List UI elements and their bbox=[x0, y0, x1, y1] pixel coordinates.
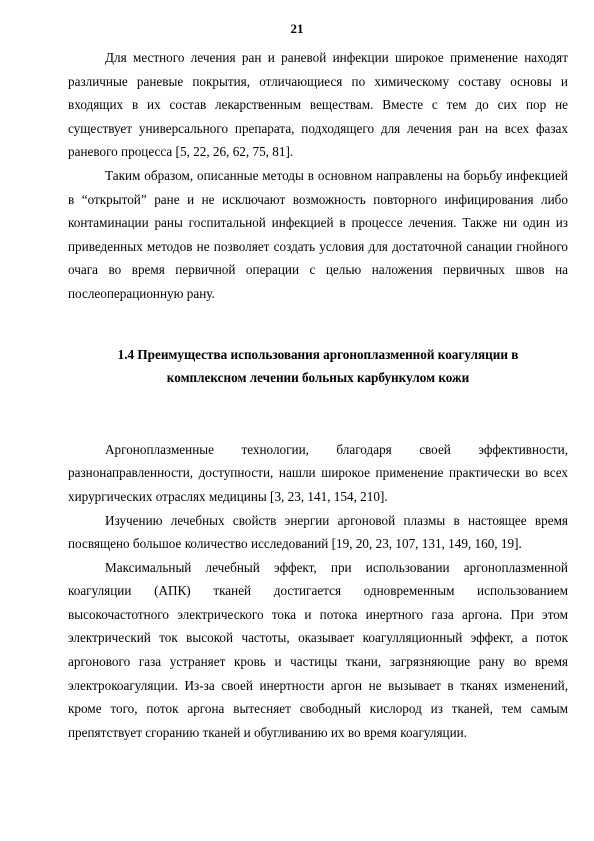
document-body bbox=[68, 46, 568, 744]
paragraph-argon-technologies: Аргоноплазменные технологии, благодаря своей эффективности, разнонаправленности, доступности, нашли широкое применение практически во всех хирургических отраслях медицины [3, 23, 141, 154, 210]. bbox=[68, 441, 568, 504]
section-heading: 1.4 Преимущества использования аргоноплазменной коагуляции в комплексном лечении больных карбункулом кожи bbox=[117, 346, 519, 386]
paragraph-methods-summary: Таким образом, описанные методы в основном направлены на борьбу инфекцией в “открытой” ране и не исключают возможность повторного инфицирования либо контаминации раны госпитальной инфекцией в процессе лечения. Также ни один из приведенных методов не позволяет создать условия для достаточной санации гнойного очага во время первичной операции с целью наложения первичных швов на послеоперационную рану. bbox=[68, 167, 568, 301]
paragraph-argon-research: Изучению лечебных свойств энергии аргоновой плазмы в настоящее время посвящено большое количество исследований [19, 20, 23, 107, 131, 149, 160, 19]. bbox=[68, 512, 568, 552]
page-number: 21 bbox=[290, 21, 304, 36]
paragraph-argon-effect: Максимальный лечебный эффект, при использовании аргоноплазменной коагуляции (АПК) тканей достигается одновременным использованием высокочастотного электрического тока и потока инертного газа аргона. При этом электрический ток высокой частоты, оказывает коагулляционный эффект, а поток аргонового газа устраняет кровь и частицы ткани, загрязняющие рану во время электрокоагуляции. Из-за своей инертности аргон не вызывает в тканях изменений, кроме того, поток аргона вытесняет свободный кислород из тканей, тем самым препятствует сгоранию тканей и обугливанию их во время коагуляции. bbox=[68, 559, 568, 740]
paragraph-wound-coverings: Для местного лечения ран и раневой инфекции широкое применение находят различные раневые покрытия, отличающиеся по химическому составу основы и входящих в их состав лекарственным веществам. Вместе с тем до сих пор не существует универсального препарата, подходящего для лечения ран на всех фазах раневого процесса [5, 22, 26, 62, 75, 81]. bbox=[68, 50, 568, 160]
